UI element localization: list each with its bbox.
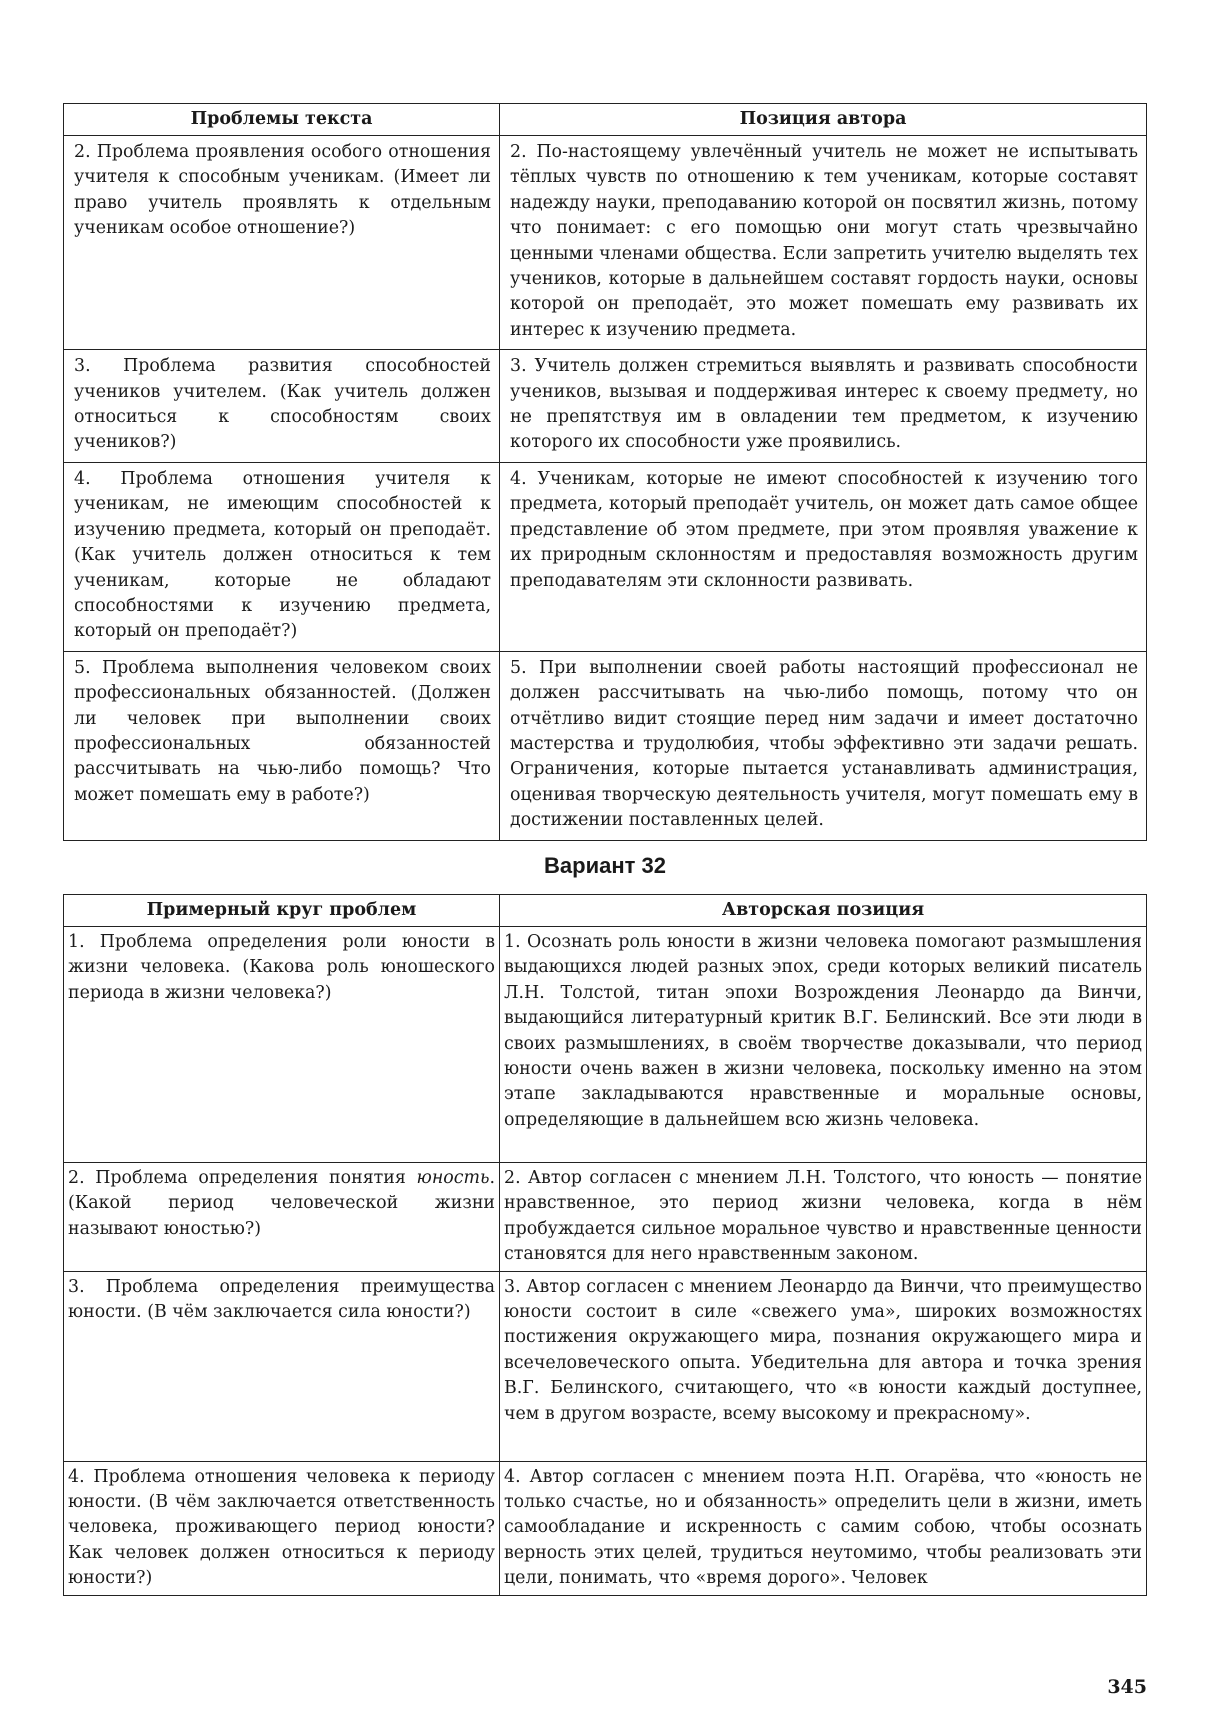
position-cell: 4. Ученикам, которые не имеют способностей к изучению того предмета, который преподаёт учитель, он может дать самое общее представление об этом предмете, при этом проявляя уважение к их природным склонностям и предоставляя возможность другим преподавателям эти склонности развивать. bbox=[500, 462, 1147, 651]
position-cell: 3. Учитель должен стремиться выявлять и развивать способности учеников, вызывая и поддерживая интерес к своему предмету, но не препятствуя им в овладении тем предметом, к изучению которого их способности уже проявились. bbox=[500, 350, 1147, 463]
header-problems: Примерный круг проблем bbox=[64, 895, 500, 927]
problems-table-2 bbox=[63, 894, 1147, 1596]
position-cell: 5. При выполнении своей работы настоящий профессионал не должен рассчитывать на чью-либо помощь, потому что он отчётливо видит стоящие перед ним задачи и имеет достаточно мастерства и трудолюбия, чтобы эффективно эти задачи решать. Ограничения, которые пытается устанавливать администрация, оценивая творческую деятельность учителя, могут помешать ему в достижении поставленных целей. bbox=[500, 651, 1147, 840]
problem-cell: 2. Проблема проявления особого отношения учителя к способным ученикам. (Имеет ли право учитель проявлять к отдельным ученикам особое отношение?) bbox=[64, 136, 500, 350]
header-author-position: Авторская позиция bbox=[500, 895, 1147, 927]
problem-cell: 3. Проблема определения преимущества юности. (В чём заключается сила юности?) bbox=[64, 1271, 500, 1461]
page-number: 345 bbox=[1107, 1676, 1147, 1698]
table-row bbox=[64, 462, 1147, 651]
table-row bbox=[64, 136, 1147, 350]
position-cell: 4. Автор согласен с мнением поэта Н.П. Огарёва, что «юность не только счастье, но и обязанность» определить цели в жизни, иметь самообладание и искренность с самим собою, чтобы осознать верность этих целей, трудиться неутомимо, чтобы реализовать эти цели, понимать, что «время дорого». Человек bbox=[500, 1461, 1147, 1595]
problem-cell: 5. Проблема выполнения человеком своих профессиональных обязанностей. (Должен ли человек при выполнении своих профессиональных обязанностей рассчитывать на чью-либо помощь? Что может помешать ему в работе?) bbox=[64, 651, 500, 840]
position-cell: 1. Осознать роль юности в жизни человека помогают размышления выдающихся людей разных эпох, среди которых великий писатель Л.Н. Толстой, титан эпохи Возрождения Леонардо да Винчи, выдающийся литературный критик В.Г. Белинский. Все эти люди в своих размышлениях, в своём творчестве доказывали, что период юности очень важен в жизни человека, поскольку именно на этом этапе закладываются нравственные и моральные основы, определяющие в дальнейшем всю жизнь человека. bbox=[500, 927, 1147, 1163]
problem-cell: 4. Проблема отношения учителя к ученикам, не имеющим способностей к изучению предмета, который он преподаёт. (Как учитель должен относиться к тем ученикам, которые не обладают способностями к изучению предмета, который он преподаёт?) bbox=[64, 462, 500, 651]
problem-text-prefix: 2. Проблема определения понятия bbox=[68, 1168, 417, 1188]
table-row bbox=[64, 927, 1147, 1163]
table-row bbox=[64, 1461, 1147, 1595]
problem-cell: 1. Проблема определения роли юности в жизни человека. (Какова роль юношеского периода в жизни человека?) bbox=[64, 927, 500, 1163]
position-cell: 3. Автор согласен с мнением Леонардо да Винчи, что преимущество юности состоит в силе «свежего ума», широких возможностях постижения окружающего мира, познания окружающего мира и всечеловеческого опыта. Убедительна для автора и точка зрения В.Г. Белинского, считающего, что «в юности каждый доступнее, чем в другом возрасте, всему высокому и прекрасному». bbox=[500, 1271, 1147, 1461]
table-row bbox=[64, 1163, 1147, 1272]
problem-cell bbox=[64, 1163, 500, 1272]
position-cell: 2. По-настоящему увлечённый учитель не может не испытывать тёплых чувств по отношению к тем ученикам, которые составят надежду науки, преподаванию которой он посвятил жизнь, потому что понимает: с его помощью они могут стать чрезвычайно ценными членами общества. Если запретить учителю выделять тех учеников, которые в дальнейшем составят гордость науки, основы которой он преподаёт, это может помешать ему развивать их интерес к изучению предмета. bbox=[500, 136, 1147, 350]
table-row bbox=[64, 651, 1147, 840]
problem-italic-term: юность bbox=[416, 1168, 490, 1188]
problem-cell: 4. Проблема отношения человека к периоду юности. (В чём заключается ответственность человека, проживающего период юности? Как человек должен относиться к периоду юности?) bbox=[64, 1461, 500, 1595]
header-problems: Проблемы текста bbox=[64, 104, 500, 136]
problem-text-suffix: . (Какой период человеческой жизни называют юностью?) bbox=[68, 1168, 495, 1239]
header-author-position: Позиция автора bbox=[500, 104, 1147, 136]
variant-title: Вариант 32 bbox=[544, 853, 666, 878]
table-row bbox=[64, 350, 1147, 463]
table-header-row bbox=[64, 104, 1147, 136]
problems-table-1 bbox=[63, 103, 1147, 841]
position-cell: 2. Автор согласен с мнением Л.Н. Толстого, что юность — понятие нравственное, это период жизни человека, когда в нём пробуждается сильное моральное чувство и нравственные ценности становятся для него нравственным законом. bbox=[500, 1163, 1147, 1272]
table-header-row bbox=[64, 895, 1147, 927]
table-row bbox=[64, 1271, 1147, 1461]
problem-cell: 3. Проблема развития способностей учеников учителем. (Как учитель должен относиться к способностям своих учеников?) bbox=[64, 350, 500, 463]
